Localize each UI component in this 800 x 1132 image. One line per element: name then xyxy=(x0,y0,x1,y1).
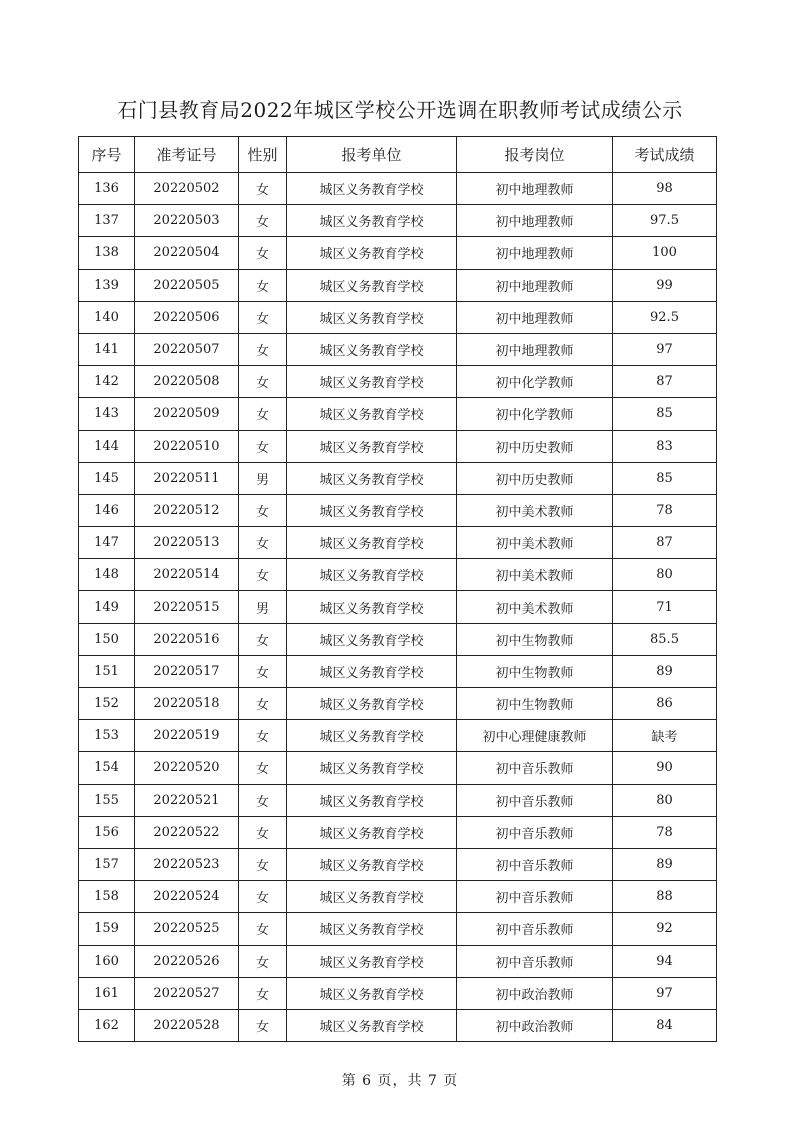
cell-position: 初中美术教师 xyxy=(457,591,613,623)
table-row xyxy=(79,430,717,462)
cell-position: 初中地理教师 xyxy=(457,333,613,365)
cell-unit: 城区义务教育学校 xyxy=(287,398,457,430)
table-row xyxy=(79,205,717,237)
cell-exam-number: 20220524 xyxy=(135,881,239,913)
table-header-row xyxy=(79,137,717,173)
cell-position: 初中地理教师 xyxy=(457,173,613,205)
cell-exam-number: 20220521 xyxy=(135,784,239,816)
cell-exam-number: 20220507 xyxy=(135,333,239,365)
cell-unit: 城区义务教育学校 xyxy=(287,559,457,591)
cell-score: 85 xyxy=(613,462,717,494)
cell-unit: 城区义务教育学校 xyxy=(287,333,457,365)
table-row xyxy=(79,945,717,977)
cell-exam-number: 20220513 xyxy=(135,527,239,559)
header-exam-number: 准考证号 xyxy=(135,137,239,173)
cell-unit: 城区义务教育学校 xyxy=(287,591,457,623)
cell-gender: 女 xyxy=(239,494,287,526)
cell-gender: 女 xyxy=(239,527,287,559)
cell-index: 161 xyxy=(79,977,135,1009)
header-index: 序号 xyxy=(79,137,135,173)
cell-score: 71 xyxy=(613,591,717,623)
cell-exam-number: 20220510 xyxy=(135,430,239,462)
cell-index: 150 xyxy=(79,623,135,655)
cell-position: 初中化学教师 xyxy=(457,398,613,430)
cell-exam-number: 20220504 xyxy=(135,237,239,269)
cell-gender: 女 xyxy=(239,913,287,945)
table-row xyxy=(79,366,717,398)
cell-exam-number: 20220527 xyxy=(135,977,239,1009)
cell-position: 初中生物教师 xyxy=(457,623,613,655)
table-row xyxy=(79,527,717,559)
cell-unit: 城区义务教育学校 xyxy=(287,366,457,398)
cell-unit: 城区义务教育学校 xyxy=(287,462,457,494)
cell-exam-number: 20220520 xyxy=(135,752,239,784)
cell-gender: 女 xyxy=(239,237,287,269)
cell-gender: 女 xyxy=(239,333,287,365)
cell-position: 初中地理教师 xyxy=(457,237,613,269)
cell-index: 147 xyxy=(79,527,135,559)
cell-gender: 女 xyxy=(239,784,287,816)
cell-score: 78 xyxy=(613,816,717,848)
cell-exam-number: 20220509 xyxy=(135,398,239,430)
cell-index: 144 xyxy=(79,430,135,462)
cell-gender: 女 xyxy=(239,205,287,237)
header-position: 报考岗位 xyxy=(457,137,613,173)
cell-gender: 女 xyxy=(239,623,287,655)
cell-exam-number: 20220505 xyxy=(135,269,239,301)
cell-position: 初中美术教师 xyxy=(457,559,613,591)
table-row xyxy=(79,913,717,945)
cell-gender: 女 xyxy=(239,301,287,333)
cell-position: 初中音乐教师 xyxy=(457,945,613,977)
cell-position: 初中化学教师 xyxy=(457,366,613,398)
cell-score: 90 xyxy=(613,752,717,784)
cell-index: 159 xyxy=(79,913,135,945)
cell-index: 149 xyxy=(79,591,135,623)
table-row xyxy=(79,173,717,205)
table-row xyxy=(79,1009,717,1041)
table-row xyxy=(79,881,717,913)
table-row xyxy=(79,977,717,1009)
cell-exam-number: 20220502 xyxy=(135,173,239,205)
cell-gender: 女 xyxy=(239,1009,287,1041)
cell-index: 140 xyxy=(79,301,135,333)
cell-unit: 城区义务教育学校 xyxy=(287,945,457,977)
table-row xyxy=(79,688,717,720)
cell-unit: 城区义务教育学校 xyxy=(287,205,457,237)
table-row xyxy=(79,494,717,526)
cell-score: 78 xyxy=(613,494,717,526)
cell-index: 146 xyxy=(79,494,135,526)
cell-gender: 女 xyxy=(239,752,287,784)
cell-unit: 城区义务教育学校 xyxy=(287,688,457,720)
table-row xyxy=(79,848,717,880)
cell-exam-number: 20220522 xyxy=(135,816,239,848)
page-footer: 第 6 页，共 7 页 xyxy=(341,1073,459,1089)
cell-position: 初中心理健康教师 xyxy=(457,720,613,752)
table-row xyxy=(79,816,717,848)
header-score: 考试成绩 xyxy=(613,137,717,173)
cell-score: 缺考 xyxy=(613,720,717,752)
cell-index: 148 xyxy=(79,559,135,591)
cell-exam-number: 20220516 xyxy=(135,623,239,655)
cell-index: 139 xyxy=(79,269,135,301)
table-row xyxy=(79,752,717,784)
cell-position: 初中音乐教师 xyxy=(457,913,613,945)
cell-gender: 女 xyxy=(239,430,287,462)
cell-gender: 女 xyxy=(239,269,287,301)
cell-gender: 女 xyxy=(239,366,287,398)
cell-exam-number: 20220503 xyxy=(135,205,239,237)
header-unit: 报考单位 xyxy=(287,137,457,173)
cell-gender: 女 xyxy=(239,398,287,430)
cell-position: 初中音乐教师 xyxy=(457,752,613,784)
table-row xyxy=(79,623,717,655)
cell-exam-number: 20220525 xyxy=(135,913,239,945)
cell-gender: 男 xyxy=(239,591,287,623)
cell-gender: 女 xyxy=(239,655,287,687)
cell-position: 初中政治教师 xyxy=(457,1009,613,1041)
cell-unit: 城区义务教育学校 xyxy=(287,173,457,205)
cell-unit: 城区义务教育学校 xyxy=(287,913,457,945)
cell-exam-number: 20220517 xyxy=(135,655,239,687)
cell-index: 137 xyxy=(79,205,135,237)
cell-score: 89 xyxy=(613,848,717,880)
cell-position: 初中生物教师 xyxy=(457,688,613,720)
cell-exam-number: 20220506 xyxy=(135,301,239,333)
cell-unit: 城区义务教育学校 xyxy=(287,237,457,269)
cell-index: 136 xyxy=(79,173,135,205)
cell-index: 162 xyxy=(79,1009,135,1041)
table-row xyxy=(79,720,717,752)
cell-unit: 城区义务教育学校 xyxy=(287,655,457,687)
cell-gender: 女 xyxy=(239,881,287,913)
cell-gender: 女 xyxy=(239,720,287,752)
cell-index: 141 xyxy=(79,333,135,365)
cell-index: 156 xyxy=(79,816,135,848)
cell-unit: 城区义务教育学校 xyxy=(287,752,457,784)
cell-position: 初中政治教师 xyxy=(457,977,613,1009)
cell-score: 84 xyxy=(613,1009,717,1041)
cell-score: 83 xyxy=(613,430,717,462)
cell-unit: 城区义务教育学校 xyxy=(287,1009,457,1041)
cell-score: 85 xyxy=(613,398,717,430)
cell-exam-number: 20220528 xyxy=(135,1009,239,1041)
cell-score: 87 xyxy=(613,366,717,398)
table-row xyxy=(79,559,717,591)
cell-position: 初中地理教师 xyxy=(457,269,613,301)
cell-index: 151 xyxy=(79,655,135,687)
cell-unit: 城区义务教育学校 xyxy=(287,848,457,880)
table-row xyxy=(79,301,717,333)
cell-score: 80 xyxy=(613,559,717,591)
cell-unit: 城区义务教育学校 xyxy=(287,269,457,301)
header-gender: 性别 xyxy=(239,137,287,173)
cell-gender: 女 xyxy=(239,816,287,848)
cell-score: 97.5 xyxy=(613,205,717,237)
cell-unit: 城区义务教育学校 xyxy=(287,301,457,333)
table-body xyxy=(79,173,717,1042)
cell-exam-number: 20220515 xyxy=(135,591,239,623)
cell-exam-number: 20220518 xyxy=(135,688,239,720)
cell-position: 初中美术教师 xyxy=(457,527,613,559)
cell-index: 155 xyxy=(79,784,135,816)
cell-score: 92 xyxy=(613,913,717,945)
cell-position: 初中音乐教师 xyxy=(457,784,613,816)
table-row xyxy=(79,398,717,430)
cell-score: 97 xyxy=(613,977,717,1009)
table-row xyxy=(79,269,717,301)
cell-position: 初中地理教师 xyxy=(457,205,613,237)
cell-exam-number: 20220526 xyxy=(135,945,239,977)
cell-gender: 女 xyxy=(239,559,287,591)
cell-score: 87 xyxy=(613,527,717,559)
cell-exam-number: 20220519 xyxy=(135,720,239,752)
scores-table xyxy=(78,136,717,1042)
cell-position: 初中历史教师 xyxy=(457,430,613,462)
cell-score: 80 xyxy=(613,784,717,816)
cell-index: 142 xyxy=(79,366,135,398)
cell-index: 153 xyxy=(79,720,135,752)
cell-position: 初中历史教师 xyxy=(457,462,613,494)
table-row xyxy=(79,462,717,494)
cell-gender: 女 xyxy=(239,173,287,205)
cell-position: 初中地理教师 xyxy=(457,301,613,333)
cell-score: 89 xyxy=(613,655,717,687)
cell-index: 154 xyxy=(79,752,135,784)
cell-unit: 城区义务教育学校 xyxy=(287,816,457,848)
cell-unit: 城区义务教育学校 xyxy=(287,977,457,1009)
cell-unit: 城区义务教育学校 xyxy=(287,784,457,816)
cell-score: 85.5 xyxy=(613,623,717,655)
cell-gender: 女 xyxy=(239,977,287,1009)
cell-position: 初中音乐教师 xyxy=(457,881,613,913)
cell-unit: 城区义务教育学校 xyxy=(287,881,457,913)
table-row xyxy=(79,591,717,623)
cell-position: 初中音乐教师 xyxy=(457,848,613,880)
cell-score: 88 xyxy=(613,881,717,913)
cell-unit: 城区义务教育学校 xyxy=(287,494,457,526)
page-title: 石门县教育局2022年城区学校公开选调在职教师考试成绩公示 xyxy=(117,98,683,122)
cell-exam-number: 20220511 xyxy=(135,462,239,494)
cell-gender: 女 xyxy=(239,848,287,880)
cell-unit: 城区义务教育学校 xyxy=(287,623,457,655)
cell-position: 初中美术教师 xyxy=(457,494,613,526)
table-row xyxy=(79,655,717,687)
cell-score: 86 xyxy=(613,688,717,720)
table-row xyxy=(79,237,717,269)
cell-gender: 男 xyxy=(239,462,287,494)
cell-score: 92.5 xyxy=(613,301,717,333)
cell-position: 初中音乐教师 xyxy=(457,816,613,848)
cell-index: 152 xyxy=(79,688,135,720)
cell-unit: 城区义务教育学校 xyxy=(287,720,457,752)
cell-score: 94 xyxy=(613,945,717,977)
cell-exam-number: 20220512 xyxy=(135,494,239,526)
cell-unit: 城区义务教育学校 xyxy=(287,430,457,462)
cell-exam-number: 20220514 xyxy=(135,559,239,591)
cell-position: 初中生物教师 xyxy=(457,655,613,687)
cell-score: 98 xyxy=(613,173,717,205)
table-row xyxy=(79,784,717,816)
cell-index: 145 xyxy=(79,462,135,494)
cell-exam-number: 20220523 xyxy=(135,848,239,880)
cell-score: 100 xyxy=(613,237,717,269)
cell-exam-number: 20220508 xyxy=(135,366,239,398)
cell-gender: 女 xyxy=(239,688,287,720)
cell-index: 160 xyxy=(79,945,135,977)
cell-index: 143 xyxy=(79,398,135,430)
cell-index: 138 xyxy=(79,237,135,269)
cell-gender: 女 xyxy=(239,945,287,977)
cell-index: 158 xyxy=(79,881,135,913)
cell-unit: 城区义务教育学校 xyxy=(287,527,457,559)
cell-index: 157 xyxy=(79,848,135,880)
table-row xyxy=(79,333,717,365)
cell-score: 99 xyxy=(613,269,717,301)
cell-score: 97 xyxy=(613,333,717,365)
